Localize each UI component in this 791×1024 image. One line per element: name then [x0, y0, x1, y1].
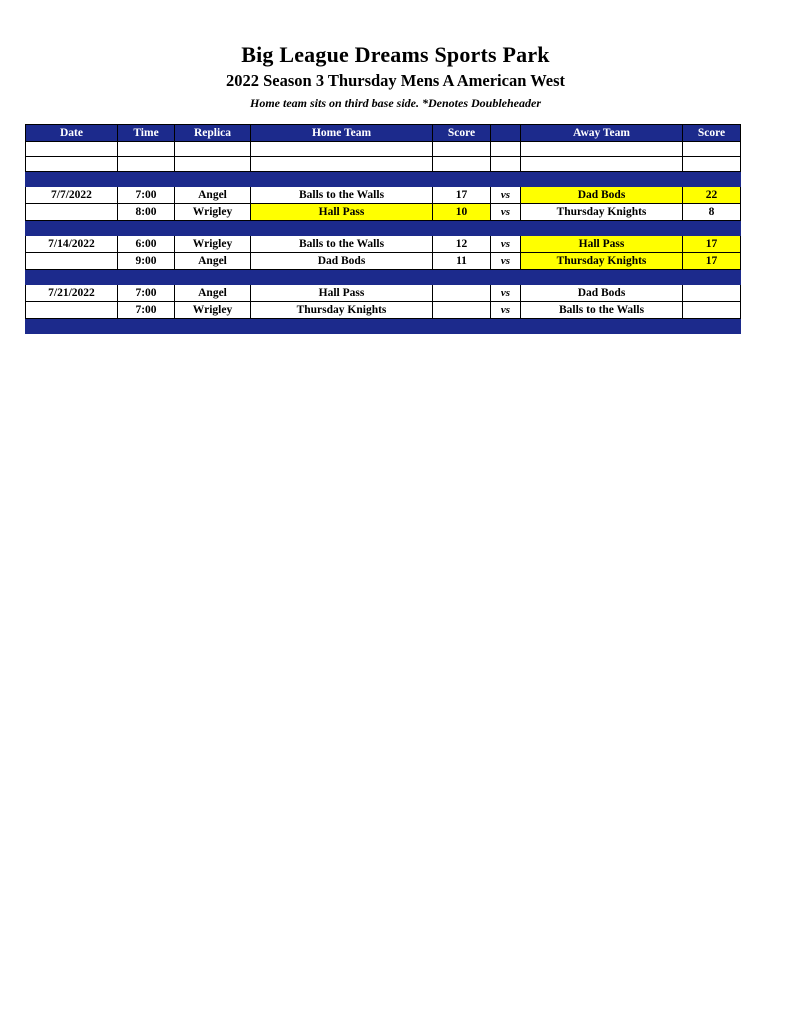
cell-date [26, 204, 118, 221]
spacer-cell [175, 157, 251, 172]
section-divider-cell [683, 172, 741, 187]
column-header-away-score: Score [683, 125, 741, 142]
cell-vs-label: vs [491, 187, 521, 204]
column-header-home-score: Score [433, 125, 491, 142]
section-divider-row [26, 172, 741, 187]
cell-away-score: 8 [683, 204, 741, 221]
section-divider-cell [521, 172, 683, 187]
table-row [26, 204, 741, 221]
spacer-row [26, 157, 741, 172]
table-header [26, 125, 741, 142]
cell-date [26, 253, 118, 270]
spacer-cell [118, 157, 175, 172]
section-divider-cell [433, 319, 491, 334]
cell-away-team: Dad Bods [521, 285, 683, 302]
title-block [0, 0, 791, 111]
cell-date [26, 302, 118, 319]
spacer-cell [683, 142, 741, 157]
section-divider-cell [26, 221, 118, 236]
section-divider-cell [118, 270, 175, 285]
cell-replica: Wrigley [175, 236, 251, 253]
schedule-table [25, 124, 741, 334]
cell-away-team: Thursday Knights [521, 204, 683, 221]
table-row [26, 253, 741, 270]
column-header-home-team: Home Team [251, 125, 433, 142]
cell-away-score [683, 285, 741, 302]
cell-vs-label: vs [491, 253, 521, 270]
cell-time: 7:00 [118, 187, 175, 204]
cell-away-score: 17 [683, 253, 741, 270]
cell-time: 9:00 [118, 253, 175, 270]
section-divider-cell [251, 319, 433, 334]
cell-replica: Angel [175, 187, 251, 204]
spacer-cell [251, 142, 433, 157]
spacer-cell [26, 142, 118, 157]
section-divider-row [26, 221, 741, 236]
section-divider-cell [521, 319, 683, 334]
section-divider-cell [433, 270, 491, 285]
cell-home-team: Hall Pass [251, 204, 433, 221]
column-header-date: Date [26, 125, 118, 142]
cell-time: 8:00 [118, 204, 175, 221]
column-header-replica: Replica [175, 125, 251, 142]
cell-date: 7/14/2022 [26, 236, 118, 253]
section-divider-cell [175, 221, 251, 236]
section-divider-cell [491, 221, 521, 236]
section-divider-cell [175, 172, 251, 187]
cell-home-team: Hall Pass [251, 285, 433, 302]
spacer-cell [433, 142, 491, 157]
section-divider-cell [683, 221, 741, 236]
cell-away-team: Balls to the Walls [521, 302, 683, 319]
spacer-cell [521, 142, 683, 157]
cell-vs-label: vs [491, 236, 521, 253]
spacer-cell [26, 157, 118, 172]
cell-home-team: Dad Bods [251, 253, 433, 270]
section-divider-cell [683, 319, 741, 334]
page-title: Big League Dreams Sports Park [241, 42, 550, 67]
section-divider-cell [26, 319, 118, 334]
column-header-time: Time [118, 125, 175, 142]
cell-date: 7/21/2022 [26, 285, 118, 302]
cell-home-score [433, 285, 491, 302]
cell-home-score: 11 [433, 253, 491, 270]
spacer-cell [433, 157, 491, 172]
section-divider-cell [251, 172, 433, 187]
section-divider-cell [26, 270, 118, 285]
spacer-row [26, 142, 741, 157]
table-row [26, 187, 741, 204]
cell-replica: Angel [175, 253, 251, 270]
spacer-cell [683, 157, 741, 172]
cell-away-score [683, 302, 741, 319]
cell-replica: Wrigley [175, 302, 251, 319]
cell-home-score: 10 [433, 204, 491, 221]
section-divider-cell [433, 172, 491, 187]
cell-time: 7:00 [118, 302, 175, 319]
page-subtitle: 2022 Season 3 Thursday Mens A American West [225, 71, 566, 91]
section-divider-cell [118, 221, 175, 236]
section-divider-cell [251, 221, 433, 236]
column-header-away-team: Away Team [521, 125, 683, 142]
section-divider-cell [491, 319, 521, 334]
header-row [26, 125, 741, 142]
section-divider-cell [521, 221, 683, 236]
table-row [26, 236, 741, 253]
cell-away-team: Thursday Knights [521, 253, 683, 270]
cell-date: 7/7/2022 [26, 187, 118, 204]
section-divider-cell [175, 270, 251, 285]
cell-home-score [433, 302, 491, 319]
table-row [26, 302, 741, 319]
cell-home-team: Balls to the Walls [251, 187, 433, 204]
cell-home-team: Thursday Knights [251, 302, 433, 319]
cell-time: 6:00 [118, 236, 175, 253]
spacer-cell [491, 142, 521, 157]
cell-vs-label: vs [491, 204, 521, 221]
cell-away-score: 17 [683, 236, 741, 253]
section-divider-cell [491, 172, 521, 187]
section-divider-cell [683, 270, 741, 285]
table-row [26, 285, 741, 302]
column-header-vs [491, 125, 521, 142]
section-divider-row [26, 319, 741, 334]
cell-home-score: 12 [433, 236, 491, 253]
spacer-cell [175, 142, 251, 157]
cell-home-team: Balls to the Walls [251, 236, 433, 253]
schedule-table-wrapper [25, 124, 740, 334]
cell-away-team: Hall Pass [521, 236, 683, 253]
page-note: Home team sits on third base side. *Denotes Doubleheader [250, 96, 541, 111]
cell-time: 7:00 [118, 285, 175, 302]
section-divider-cell [118, 172, 175, 187]
table-body [26, 142, 741, 334]
section-divider-cell [433, 221, 491, 236]
section-divider-cell [251, 270, 433, 285]
spacer-cell [521, 157, 683, 172]
cell-replica: Wrigley [175, 204, 251, 221]
cell-vs-label: vs [491, 285, 521, 302]
cell-replica: Angel [175, 285, 251, 302]
spacer-cell [118, 142, 175, 157]
cell-home-score: 17 [433, 187, 491, 204]
section-divider-cell [175, 319, 251, 334]
section-divider-cell [521, 270, 683, 285]
section-divider-cell [118, 319, 175, 334]
section-divider-cell [26, 172, 118, 187]
cell-away-team: Dad Bods [521, 187, 683, 204]
cell-away-score: 22 [683, 187, 741, 204]
section-divider-cell [491, 270, 521, 285]
spacer-cell [491, 157, 521, 172]
cell-vs-label: vs [491, 302, 521, 319]
spacer-cell [251, 157, 433, 172]
section-divider-row [26, 270, 741, 285]
